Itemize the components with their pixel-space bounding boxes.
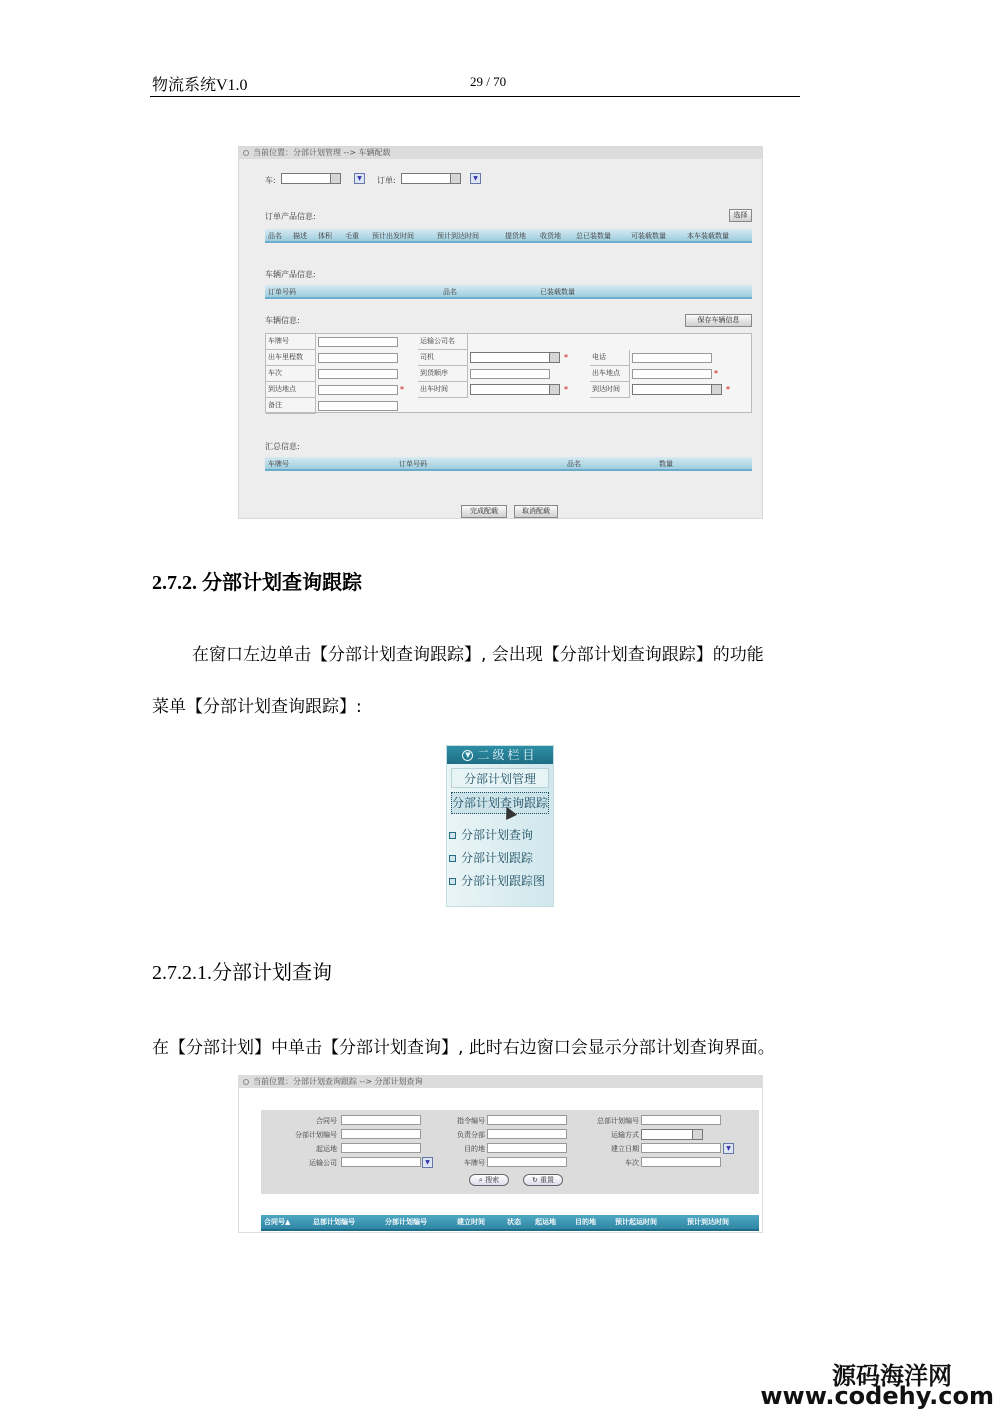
menu-parent-item[interactable]: 分部计划管理: [451, 768, 549, 788]
car-info-section-title: 车辆信息:: [265, 316, 300, 325]
field-label: 负责分部: [457, 1131, 485, 1139]
summary-table-header: [265, 457, 752, 471]
col-header: 已装载数量: [540, 288, 575, 296]
field-label: 备注: [266, 398, 316, 414]
order-table-header: [265, 229, 752, 243]
menu-sub-item[interactable]: 分部计划跟踪: [449, 849, 533, 866]
chevron-down-icon[interactable]: ▼: [422, 1157, 433, 1168]
branch-plan-no-input[interactable]: [341, 1129, 421, 1139]
remark-input[interactable]: [318, 401, 398, 411]
field-label: 运输方式: [611, 1131, 639, 1139]
page-number: 29 / 70: [470, 74, 507, 89]
col-header[interactable]: 总部计划编号: [313, 1218, 355, 1226]
field-label: 出车地点: [590, 366, 630, 382]
origin-input[interactable]: [341, 1143, 421, 1153]
query-form: [261, 1110, 759, 1194]
transport-mode-select[interactable]: [641, 1129, 703, 1140]
col-header: 收货地: [540, 232, 561, 240]
instruction-no-input[interactable]: [487, 1115, 567, 1125]
transport-company-input[interactable]: [341, 1157, 421, 1167]
arrive-place-input[interactable]: [318, 385, 398, 395]
col-header[interactable]: 起运地: [535, 1218, 556, 1226]
depart-time-select[interactable]: [470, 384, 560, 395]
square-bullet-icon: [449, 878, 456, 885]
phone-input[interactable]: [632, 353, 712, 363]
breadcrumb: 当前位置：分部计划查询跟踪 --> 分部计划查询: [239, 1076, 762, 1088]
section-heading: 2.7.2. 分部计划查询跟踪: [152, 572, 362, 594]
car-info-form: [265, 333, 752, 413]
doc-title: 物流系统V1.0: [152, 77, 248, 94]
menu-sub-item[interactable]: 分部计划跟踪图: [449, 872, 545, 889]
col-header: 本车装载数量: [687, 232, 729, 240]
required-mark: *: [564, 385, 568, 394]
col-header: 数量: [659, 460, 673, 468]
confirm-loading-button[interactable]: 完成配载: [461, 505, 507, 518]
hq-plan-no-input[interactable]: [641, 1115, 721, 1125]
paragraph-line: 在窗口左边单击【分部计划查询跟踪】, 会出现【分部计划查询跟踪】的功能: [192, 645, 764, 665]
load-order-input[interactable]: [470, 369, 550, 379]
field-label: 起运地: [316, 1145, 337, 1153]
order-label: 订单:: [377, 176, 396, 185]
field-label: 到达时间: [590, 382, 630, 398]
calendar-dropdown-icon[interactable]: ▼: [723, 1143, 734, 1154]
square-bullet-icon: [449, 855, 456, 862]
cancel-loading-button[interactable]: 取消配载: [514, 505, 558, 518]
car-select[interactable]: [281, 173, 341, 184]
paragraph-line: 菜单【分部计划查询跟踪】:: [152, 697, 362, 717]
col-header[interactable]: 目的地: [575, 1218, 596, 1226]
order-section-title: 订单产品信息:: [265, 212, 316, 221]
col-header: 品名: [567, 460, 581, 468]
col-header: 预计出发时间: [372, 232, 414, 240]
select-button[interactable]: 选择: [729, 209, 752, 222]
refresh-icon: ↻: [531, 1176, 541, 1184]
secondary-menu-screenshot: [446, 745, 554, 907]
col-header: 描述: [293, 232, 307, 240]
col-header[interactable]: 状态: [507, 1218, 521, 1226]
times-input[interactable]: [318, 369, 398, 379]
car-no-input[interactable]: [318, 337, 398, 347]
required-mark: *: [400, 385, 404, 394]
field-label: 总部计划编号: [597, 1117, 639, 1125]
field-label: 出车里程数: [266, 350, 316, 366]
driver-select[interactable]: [470, 352, 560, 363]
required-mark: *: [564, 353, 568, 362]
circle-icon: [243, 1079, 249, 1085]
menu-sub-item[interactable]: 分部计划查询: [449, 826, 533, 843]
car-no-input[interactable]: [487, 1157, 567, 1167]
square-bullet-icon: [449, 832, 456, 839]
save-car-info-button[interactable]: 保存车辆信息: [685, 314, 752, 327]
col-header[interactable]: 分部计划编号: [385, 1218, 427, 1226]
col-header[interactable]: 预计起运时间: [615, 1218, 657, 1226]
trips-input[interactable]: [318, 353, 398, 363]
circle-icon: [243, 150, 249, 156]
col-header: 订单号码: [268, 288, 296, 296]
col-header: 毛重: [345, 232, 359, 240]
plan-query-screenshot: [238, 1075, 763, 1233]
field-label: 建立日期: [611, 1145, 639, 1153]
field-label: 到货顺序: [418, 366, 468, 382]
field-label: 电话: [590, 350, 630, 366]
contract-no-input[interactable]: [341, 1115, 421, 1125]
col-header: 品名: [443, 288, 457, 296]
menu-header: ▼ 二级栏目: [447, 746, 553, 764]
required-mark: *: [714, 369, 718, 378]
field-label: 车次: [625, 1159, 639, 1167]
watermark-url: www.codehy.com: [760, 1382, 994, 1410]
required-mark: *: [726, 385, 730, 394]
col-header: 总已装数量: [576, 232, 611, 240]
header-rule: [150, 96, 800, 97]
destination-input[interactable]: [487, 1143, 567, 1153]
result-table-header: [261, 1215, 759, 1231]
arrive-time-select[interactable]: [632, 384, 722, 395]
reset-button[interactable]: ↻ 重置: [523, 1174, 563, 1186]
menu-active-item[interactable]: 分部计划查询跟踪: [451, 792, 549, 814]
field-label: 车牌号: [464, 1159, 485, 1167]
field-label: 合同号: [316, 1117, 337, 1125]
col-header[interactable]: 合同号▲: [264, 1218, 291, 1226]
subsection-heading: 2.7.2.1.分部计划查询: [152, 962, 332, 984]
chevron-down-circle-icon: ▼: [462, 750, 473, 761]
vehicle-loading-screenshot: [238, 146, 763, 519]
chevron-down-icon[interactable]: ▼: [354, 173, 365, 184]
col-header: 品名: [268, 232, 282, 240]
field-label: 目的地: [464, 1145, 485, 1153]
car-label: 车:: [265, 176, 276, 185]
search-icon: ⌕: [478, 1176, 486, 1184]
paragraph-line: 在【分部计划】中单击【分部计划查询】, 此时右边窗口会显示分部计划查询界面。: [152, 1038, 775, 1058]
field-label: 运输公司: [309, 1159, 337, 1167]
field-label: 车次: [266, 366, 316, 382]
branch-input[interactable]: [487, 1129, 567, 1139]
vehicle-section-title: 车辆产品信息:: [265, 270, 316, 279]
summary-section-title: 汇总信息:: [265, 442, 300, 451]
field-label: 分部计划编号: [295, 1131, 337, 1139]
col-header: 车牌号: [268, 460, 289, 468]
order-select[interactable]: [401, 173, 461, 184]
watermark-cn: 源码海洋网: [832, 1362, 952, 1390]
field-label: 车牌号: [266, 334, 316, 350]
col-header: 提货地: [505, 232, 526, 240]
col-header: 预计到达时间: [437, 232, 479, 240]
col-header[interactable]: 建立时间: [457, 1218, 485, 1226]
field-label: 指令编号: [457, 1117, 485, 1125]
field-label: 运输公司名: [418, 334, 468, 350]
depart-place-input[interactable]: [632, 369, 712, 379]
col-header: 可装载数量: [631, 232, 666, 240]
vehicle-table-header: [265, 285, 752, 299]
search-button[interactable]: ⌕ 搜索: [469, 1174, 509, 1186]
col-header[interactable]: 预计到达时间: [687, 1218, 729, 1226]
col-header: 订单号码: [399, 460, 427, 468]
breadcrumb: 当前位置：分部计划管理 --> 车辆配载: [239, 147, 762, 159]
create-date-input[interactable]: [641, 1143, 721, 1153]
trips-input[interactable]: [641, 1157, 721, 1167]
field-label: 司机: [418, 350, 468, 366]
col-header: 体积: [318, 232, 332, 240]
field-label: 出车时间: [418, 382, 468, 398]
field-label: 到达地点: [266, 382, 316, 398]
chevron-down-icon[interactable]: ▼: [470, 173, 481, 184]
